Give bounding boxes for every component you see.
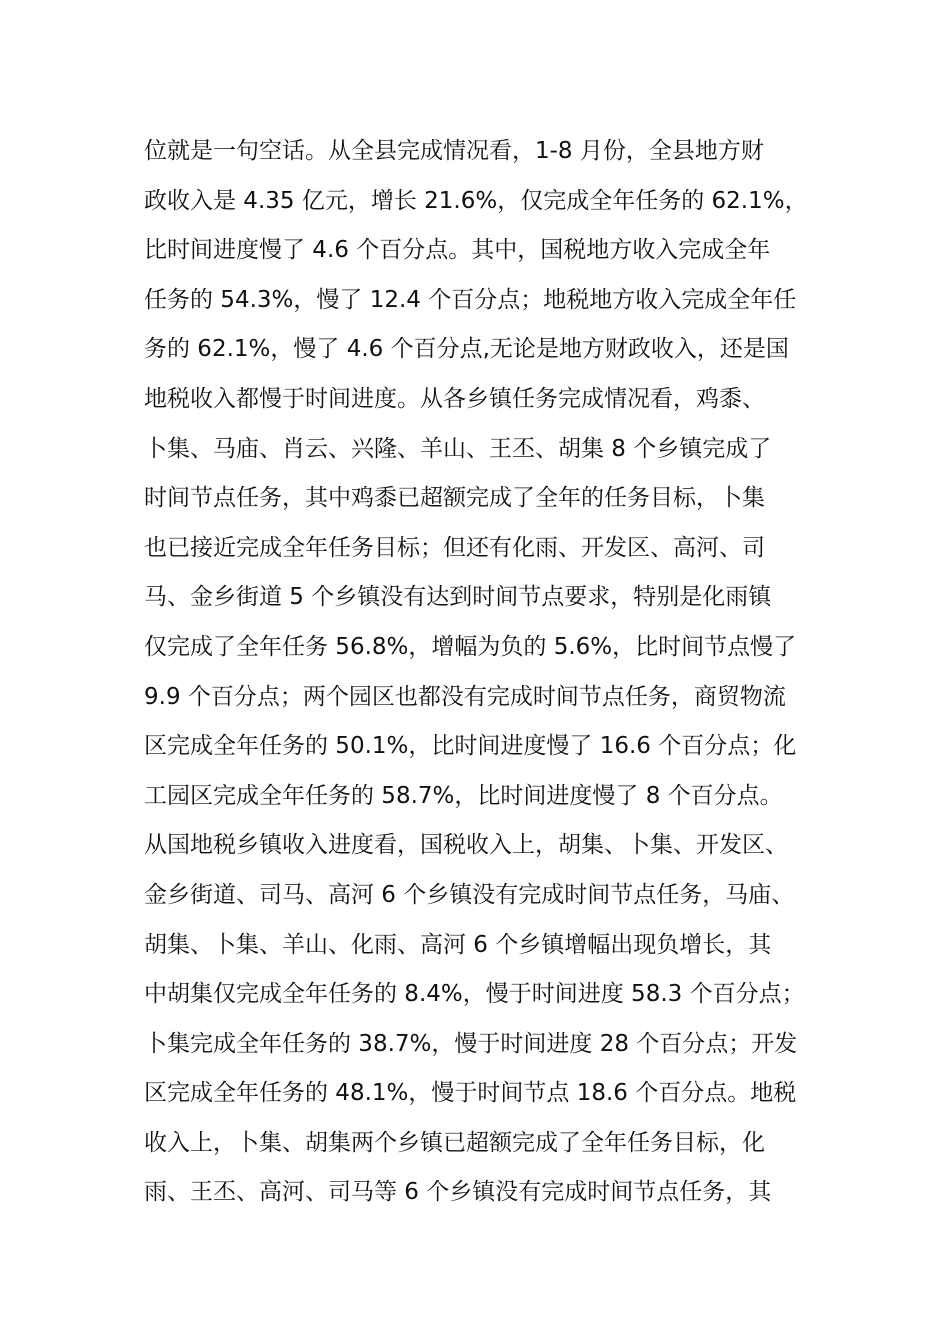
text-line: 地税收入都慢于时间进度。从各乡镇任务完成情况看，鸡黍、 (144, 385, 765, 412)
text-line: 工园区完成全年任务的 58.7%，比时间进度慢了 8 个百分点。 (144, 782, 783, 809)
text-line: 也已接近完成全年任务目标；但还有化雨、开发区、高河、司 (144, 534, 765, 561)
text-line: 区完成全年任务的 50.1%，比时间进度慢了 16.6 个百分点；化 (144, 733, 797, 760)
body-paragraph (144, 127, 824, 1218)
text-line: 金乡街道、司马、高河 6 个乡镇没有完成时间节点任务，马庙、 (144, 881, 795, 908)
text-line: 胡集、卜集、羊山、化雨、高河 6 个乡镇增幅出现负增长，其 (144, 931, 772, 958)
text-line: 区完成全年任务的 48.1%，慢于时间节点 18.6 个百分点。地税 (144, 1080, 797, 1107)
text-line: 时间节点任务，其中鸡黍已超额完成了全年的任务目标，卜集 (144, 485, 765, 512)
text-line: 从国地税乡镇收入进度看，国税收入上，胡集、卜集、开发区、 (144, 832, 788, 859)
text-line: 中胡集仅完成全年任务的 8.4%，慢于时间进度 58.3 个百分点； (144, 981, 805, 1008)
text-line: 收入上，卜集、胡集两个乡镇已超额完成了全年任务目标，化 (144, 1129, 765, 1156)
text-line: 比时间进度慢了 4.6 个百分点。其中，国税地方收入完成全年 (144, 237, 771, 264)
text-line: 仅完成了全年任务 56.8%，增幅为负的 5.6%，比时间节点慢了 (144, 633, 797, 660)
text-line: 务的 62.1%，慢了 4.6 个百分点,无论是地方财政收入，还是国 (144, 336, 789, 363)
text-line: 卜集完成全年任务的 38.7%，慢于时间进度 28 个百分点；开发 (144, 1030, 798, 1057)
text-line: 政收入是 4.35 亿元，增长 21.6%，仅完成全年任务的 62.1%， (144, 187, 808, 214)
text-line: 马、金乡街道 5 个乡镇没有达到时间节点要求，特别是化雨镇 (144, 584, 772, 611)
text-line: 9.9 个百分点；两个园区也都没有完成时间节点任务，商贸物流 (144, 683, 786, 710)
text-line: 任务的 54.3%，慢了 12.4 个百分点；地税地方收入完成全年任 (144, 286, 797, 313)
text-line: 卜集、马庙、肖云、兴隆、羊山、王丕、胡集 8 个乡镇完成了 (144, 435, 772, 462)
text-line: 位就是一句空话。从全县完成情况看，1-8 月份，全县地方财 (144, 138, 764, 164)
text-line: 雨、王丕、高河、司马等 6 个乡镇没有完成时间节点任务，其 (144, 1179, 772, 1206)
